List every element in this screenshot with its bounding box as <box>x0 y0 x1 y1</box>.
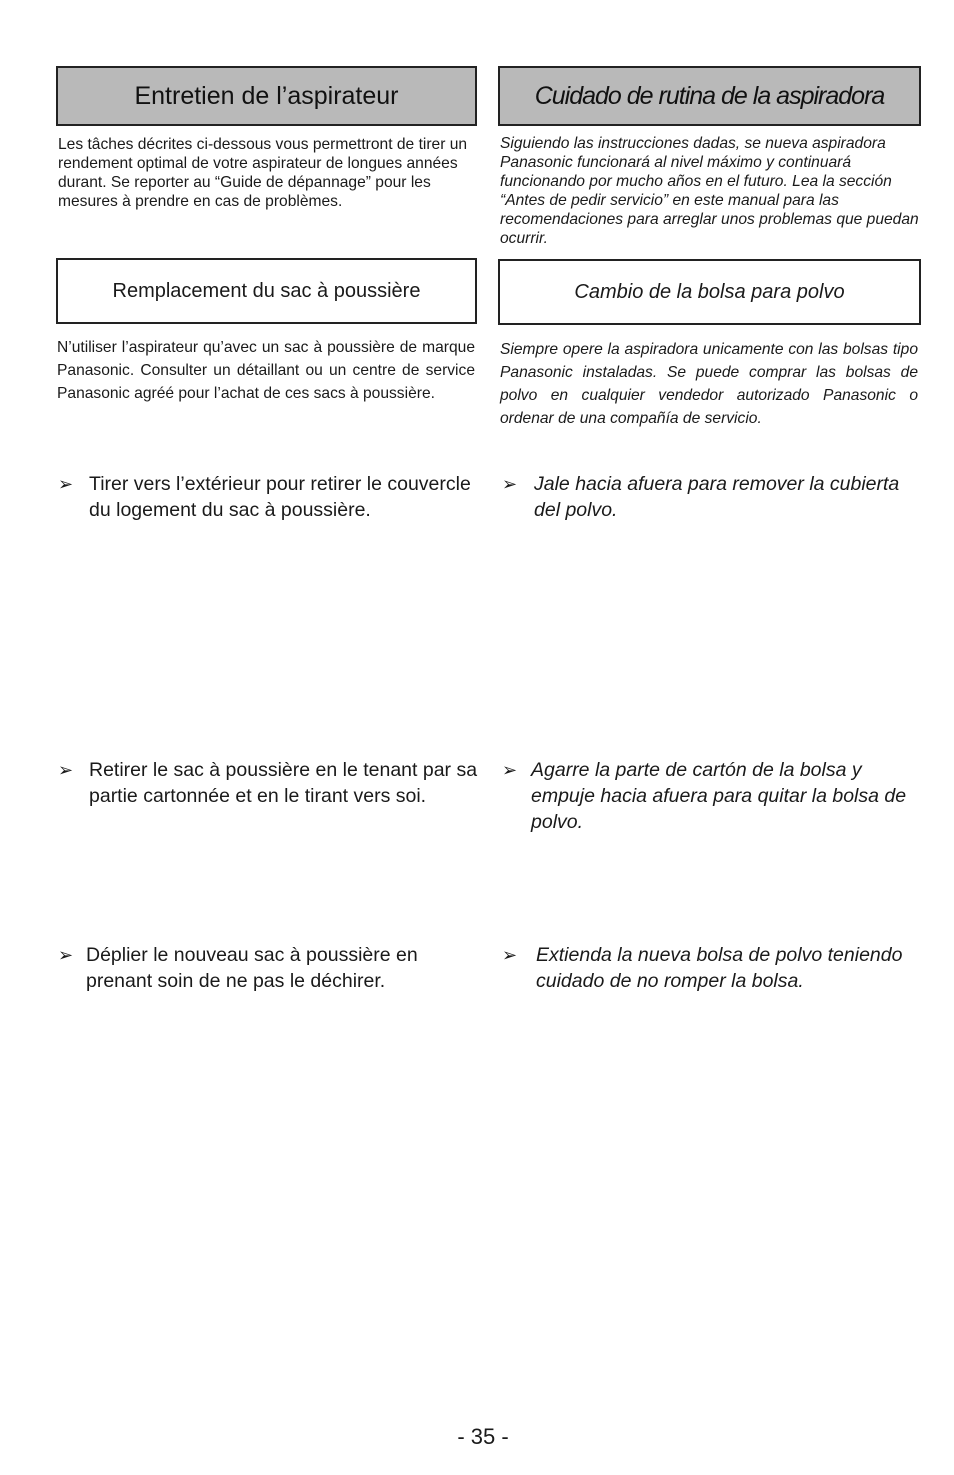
bag-notice-french: N’utiliser l’aspirateur qu’avec un sac à poussière de marque Panasonic. Consulter un détaillant ou un centre de service Panasonic agréé pour l’achat de ces sacs à poussière. <box>57 339 475 402</box>
bag-notice-spanish: Siempre opere la aspiradora unicamente con las bolsas tipo Panasonic instaladas. Se puede comprar las bolsas de polvo en cualquier vendedor autorizado Panasonic o ordenar de una compañía de servicio. <box>500 341 918 427</box>
section-title-spanish-text: Cuidado de rutina de la aspiradora <box>534 81 885 110</box>
step-1-spanish <box>502 471 922 523</box>
arrow-bullet-icon: ➢ <box>502 945 518 965</box>
step-2-spanish-text: Agarre la parte de cartón de la bolsa y empuje hacia afuera para quitar la bolsa de polvo. <box>531 759 907 833</box>
step-3-spanish <box>502 942 922 994</box>
step-3-french-text: Déplier le nouveau sac à poussière en prenant soin de ne pas le déchirer. <box>86 944 418 992</box>
arrow-bullet-icon: ➢ <box>502 760 518 780</box>
section-title-spanish <box>498 66 921 126</box>
arrow-bullet-icon: ➢ <box>502 474 518 494</box>
arrow-bullet-icon: ➢ <box>58 945 74 965</box>
intro-french: Les tâches décrites ci-dessous vous permettront de tirer un rendement optimal de votre aspirateur de longues années durant. Se reporter au “Guide de dépannage” pour les mesures à prendre en cas de problèmes. <box>58 136 468 210</box>
subsection-title-french-text: Remplacement du sac à poussière <box>112 279 421 302</box>
subsection-title-french <box>56 258 477 324</box>
step-1-spanish-text: Jale hacia afuera para remover la cubierta del polvo. <box>534 473 900 521</box>
step-2-french <box>58 757 478 809</box>
step-3-spanish-text: Extienda la nueva bolsa de polvo teniendo cuidado de no romper la bolsa. <box>536 944 903 992</box>
step-3-french <box>58 942 478 994</box>
step-1-french-text: Tirer vers l’extérieur pour retirer le couvercle du logement du sac à poussière. <box>89 473 471 521</box>
subsection-title-spanish-text: Cambio de la bolsa para polvo <box>574 280 845 303</box>
page-number <box>0 1424 954 1450</box>
intro-spanish: Siguiendo las instrucciones dadas, se nueva aspiradora Panasonic funcionará al nivel máximo y continuará funcionando por mucho años en el futuro. Lea la sección “Antes de pedir servicio” en este manual para las recomendaciones para arreglar unos problemas que puedan ocurrir. <box>500 135 919 247</box>
arrow-bullet-icon: ➢ <box>58 760 74 780</box>
step-2-french-text: Retirer le sac à poussière en le tenant par sa partie cartonnée et en le tirant vers soi. <box>89 759 478 807</box>
page-number-text: - 35 - <box>457 1424 509 1449</box>
arrow-bullet-icon: ➢ <box>58 474 74 494</box>
subsection-title-spanish <box>498 259 921 325</box>
step-1-french <box>58 471 478 523</box>
section-title-french-text: Entretien de l’aspirateur <box>134 81 399 110</box>
step-2-spanish <box>502 757 922 835</box>
section-title-french <box>56 66 477 126</box>
